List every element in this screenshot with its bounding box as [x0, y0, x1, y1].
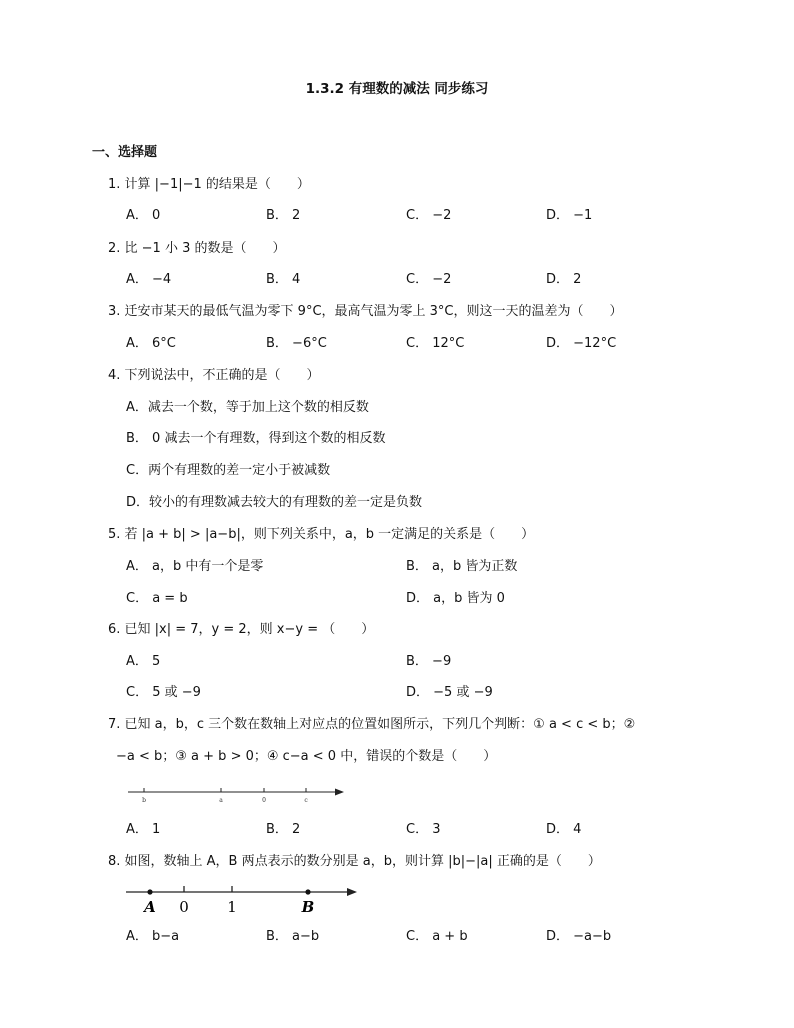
question-6-option-a: A． 5 — [126, 654, 161, 669]
question-4-option-d: D．较小的有理数减去较大的有理数的差一定是负数 — [126, 495, 423, 510]
question-8-option-b: B． a−b — [266, 929, 320, 944]
question-7-option-b: B． 2 — [266, 822, 301, 837]
question-2-option-d: D． 2 — [546, 272, 582, 287]
question-2-option-b: B． 4 — [266, 272, 301, 287]
question-3-stem: 3. 迁安市某天的最低气温为零下 9°C，最高气温为零上 3°C，则这一天的温差为（ ） — [108, 304, 623, 319]
question-2-stem: 2. 比 −1 小 3 的数是（ ） — [108, 241, 286, 256]
question-6-option-c: C． 5 或 −9 — [126, 685, 201, 700]
question-8-option-a: A． b−a — [126, 929, 180, 944]
question-4-option-b: B． 0 减去一个有理数，得到这个数的相反数 — [126, 431, 386, 446]
axis-label-0: 0 — [262, 797, 266, 804]
axis-label-b: b — [142, 797, 146, 804]
point-A — [147, 889, 152, 894]
question-7-stem-line-2: −a < b；③ a + b > 0；④ c−a < 0 中，错误的个数是（ ） — [116, 749, 497, 764]
section-heading: 一、选择题 — [92, 145, 158, 160]
question-5-option-c: C． a = b — [126, 591, 188, 606]
point-B — [305, 889, 310, 894]
question-5-option-d: D． a，b 皆为 0 — [406, 591, 505, 606]
axis-label-c: c — [304, 797, 308, 804]
question-1-stem: 1. 计算 |−1|−1 的结果是（ ） — [108, 177, 310, 192]
question-5-option-b: B． a，b 皆为正数 — [406, 559, 518, 574]
question-7-number-line — [124, 782, 348, 806]
question-6-stem: 6. 已知 |x| = 7，y = 2，则 x−y = （ ） — [108, 622, 375, 637]
question-8-number-line — [124, 880, 360, 916]
question-6-option-b: B． −9 — [406, 654, 452, 669]
question-2-option-c: C． −2 — [406, 272, 452, 287]
question-3-option-c: C． 12°C — [406, 336, 465, 351]
question-8-option-d: D． −a−b — [546, 929, 612, 944]
question-5-option-a: A． a，b 中有一个是零 — [126, 559, 264, 574]
question-7-stem-line-1: 7. 已知 a，b，c 三个数在数轴上对应点的位置如图所示，下列几个判断：① a < c < b；② — [108, 717, 636, 732]
axis-label-1: 1 — [227, 898, 237, 916]
question-1-option-a: A． 0 — [126, 208, 161, 223]
question-4-option-c: C．两个有理数的差一定小于被减数 — [126, 463, 331, 478]
axis-label-A: A — [144, 898, 156, 916]
question-1-option-b: B． 2 — [266, 208, 301, 223]
axis-label-a: a — [219, 797, 223, 804]
question-7-option-d: D． 4 — [546, 822, 582, 837]
question-3-option-a: A． 6°C — [126, 336, 176, 351]
question-3-option-d: D． −12°C — [546, 336, 617, 351]
page-title: 1.3.2 有理数的减法 同步练习 — [305, 81, 489, 97]
question-3-option-b: B． −6°C — [266, 336, 327, 351]
question-4-stem: 4. 下列说法中，不正确的是（ ） — [108, 368, 320, 383]
axis-arrow — [347, 888, 357, 896]
question-7-option-c: C． 3 — [406, 822, 441, 837]
axis-label-0: 0 — [179, 898, 189, 916]
axis-label-B: B — [301, 898, 315, 916]
question-7-option-a: A． 1 — [126, 822, 161, 837]
question-2-option-a: A． −4 — [126, 272, 172, 287]
question-6-option-d: D． −5 或 −9 — [406, 685, 493, 700]
question-4-option-a: A．减去一个数，等于加上这个数的相反数 — [126, 400, 369, 415]
question-1-option-d: D． −1 — [546, 208, 593, 223]
question-8-stem: 8. 如图，数轴上 A，B 两点表示的数分别是 a，b，则计算 |b|−|a| 正确的是（ ） — [108, 854, 601, 869]
question-1-option-c: C． −2 — [406, 208, 452, 223]
question-5-stem: 5. 若 |a + b| > |a−b|，则下列关系中，a，b 一定满足的关系是（ ） — [108, 527, 535, 542]
question-8-option-c: C． a + b — [406, 929, 468, 944]
axis-arrow — [335, 789, 344, 796]
